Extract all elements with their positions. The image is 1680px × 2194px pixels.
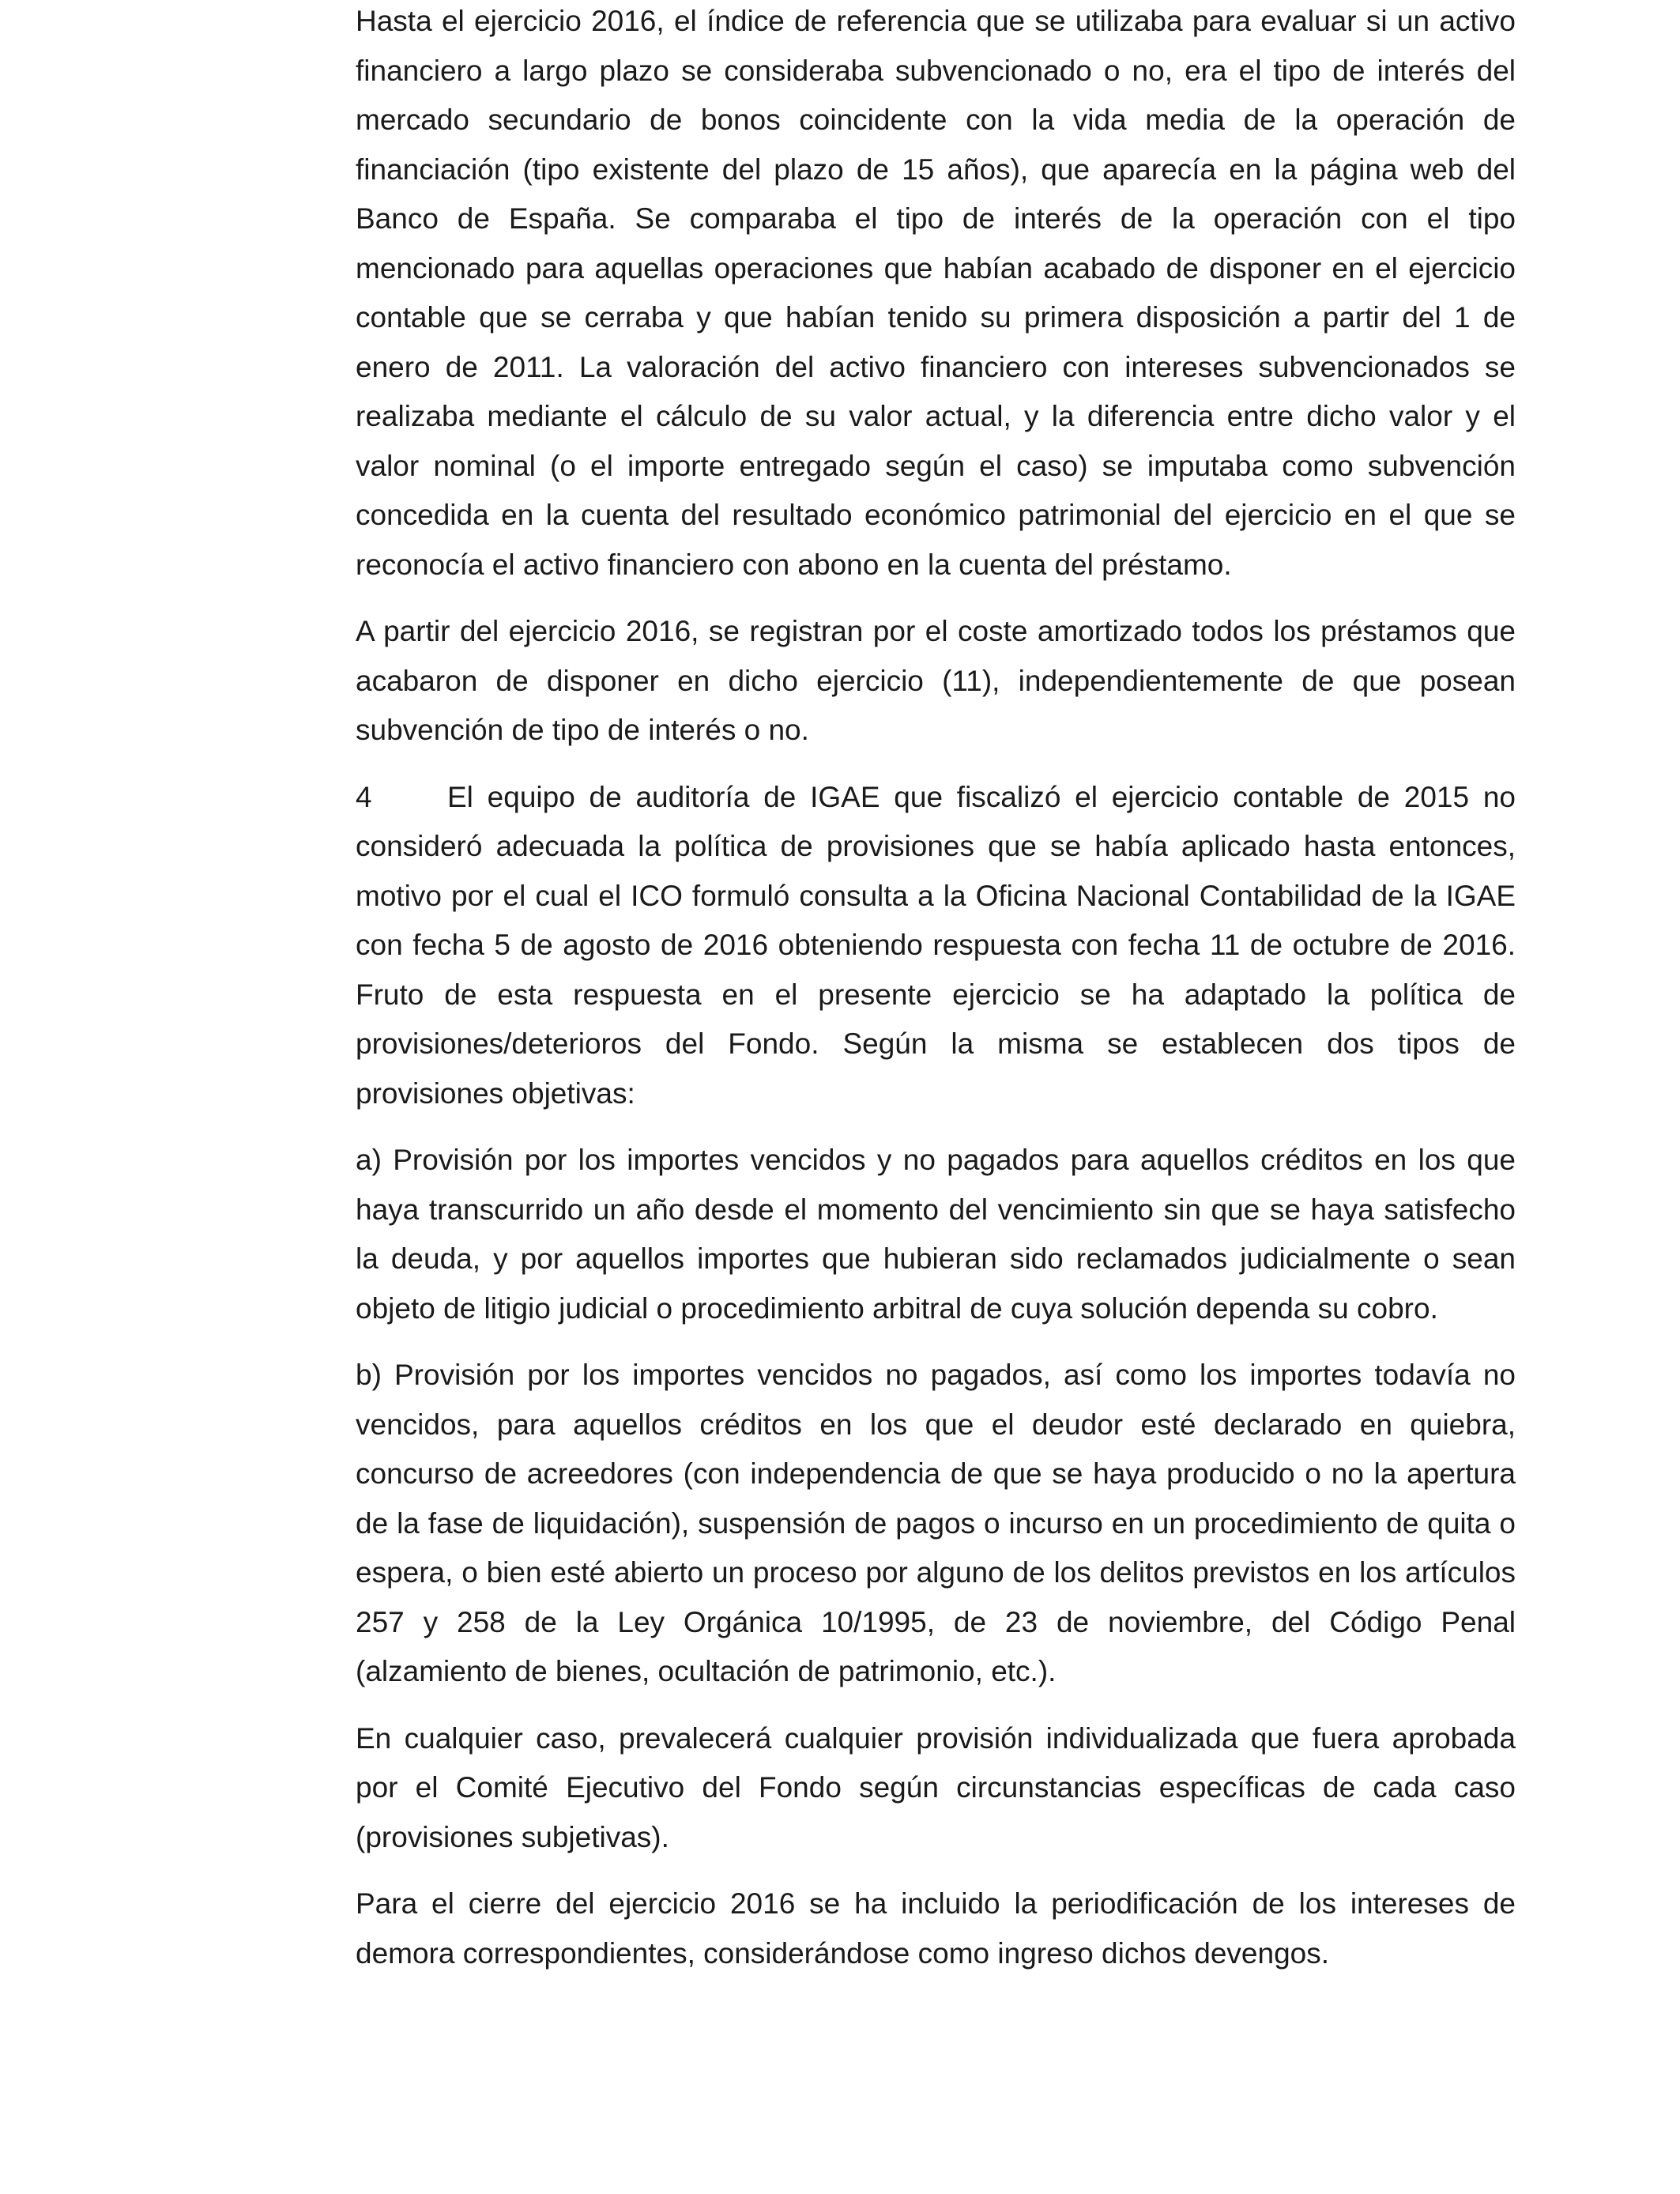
paragraph-intereses-demora (356, 1879, 1516, 1978)
paragraph-provision-individualizada (356, 1714, 1516, 1863)
paragraph-text: Hasta el ejercicio 2016, el índice de referencia que se utilizaba para evaluar si un activo financiero a largo plazo se consideraba subvencionado o no, era el tipo de interés del mercado secundario de bonos coincidente con la vida media de la operación de financiación (tipo existente del plazo de 15 años), que aparecía en la página web del Banco de España. Se comparaba el tipo de interés de la operación con el tipo mencionado para aquellas operaciones que habían acabado de disponer en el ejercicio contable que se cerraba y que habían tenido su primera disposición a partir del 1 de enero de 2011. La valoración del activo financiero con intereses subvencionados se realizaba mediante el cálculo de su valor actual, y la diferencia entre dicho valor y el valor nominal (o el importe entregado según el caso) se imputaba como subvención concedida en la cuenta del resultado económico patrimonial del ejercicio en el que se reconocía el activo financiero con abono en la cuenta del préstamo. (356, 5, 1516, 581)
paragraph-provision-a (356, 1136, 1516, 1333)
paragraph-text: Para el cierre del ejercicio 2016 se ha incluido la periodificación de los intereses de demora correspondientes, considerándose como ingreso dichos devengos. (356, 1887, 1516, 1970)
paragraph-text: b) Provisión por los importes vencidos no pagados, así como los importes todavía no vencidos, para aquellos créditos en los que el deudor esté declarado en quiebra, concurso de acreedores (con independencia de que se haya producido o no la apertura de la fase de liquidación), suspensión de pagos o incurso en un procedimiento de quita o espera, o bien esté abierto un proceso por alguno de los delitos previstos en los artículos 257 y 258 de la Ley Orgánica 10/1995, de 23 de noviembre, del Código Penal (alzamiento de bienes, ocultación de patrimonio, etc.). (356, 1359, 1516, 1687)
document-body (356, 0, 1516, 1978)
paragraph-indice-referencia (356, 0, 1516, 590)
paragraph-text: El equipo de auditoría de IGAE que fiscalizó el ejercicio contable de 2015 no consideró adecuada la política de provisiones que se había aplicado hasta entonces, motivo por el cual el ICO formuló consulta a la Oficina Nacional Contabilidad de la IGAE con fecha 5 de agosto de 2016 obteniendo respuesta con fecha 11 de octubre de 2016. Fruto de esta respuesta en el presente ejercicio se ha adaptado la política de provisiones/deterioros del Fondo. Según la misma se establecen dos tipos de provisiones objetivas: (356, 780, 1516, 1110)
paragraph-text: A partir del ejercicio 2016, se registran por el coste amortizado todos los préstamos que acabaron de disponer en dicho ejercicio (11), independientemente de que posean subvención de tipo de interés o no. (356, 615, 1516, 746)
paragraph-provision-b (356, 1351, 1516, 1697)
paragraph-number: 4 (356, 780, 372, 813)
paragraph-numbered-4 (356, 773, 1516, 1119)
paragraph-text: a) Provisión por los importes vencidos y no pagados para aquellos créditos en los que haya transcurrido un año desde el momento del vencimiento sin que se haya satisfecho la deuda, y por aquellos importes que hubieran sido reclamados judicialmente o sean objeto de litigio judicial o procedimiento arbitral de cuya solución dependa su cobro. (356, 1144, 1516, 1325)
paragraph-coste-amortizado (356, 607, 1516, 756)
paragraph-text: En cualquier caso, prevalecerá cualquier provisión individualizada que fuera aprobada por el Comité Ejecutivo del Fondo según circunstancias específicas de cada caso (provisiones subjetivas). (356, 1721, 1516, 1853)
